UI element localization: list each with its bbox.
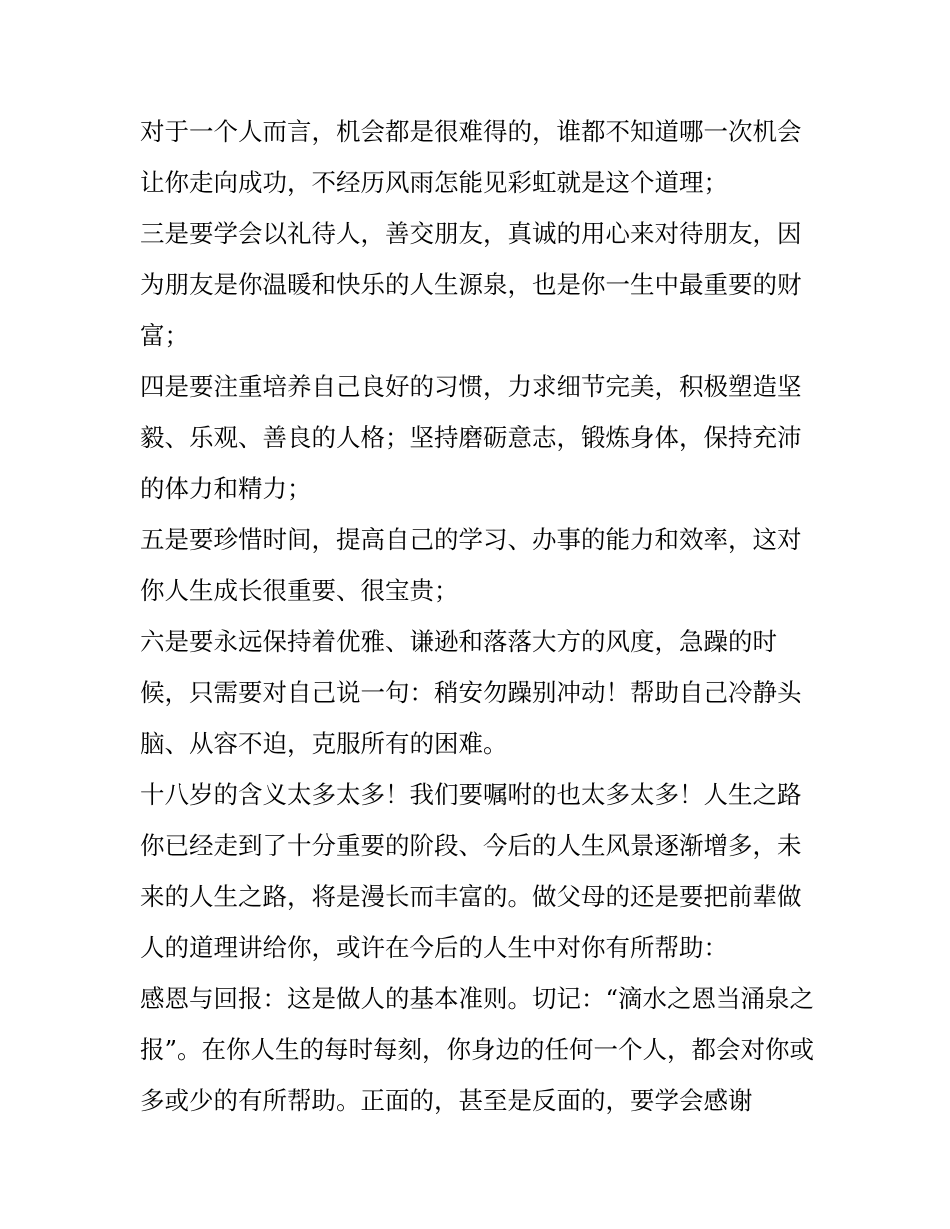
paragraph-3: 四是要注重培养自己良好的习惯，力求细节完美，积极塑造坚毅、乐观、善良的人格；坚持磨砺意志，锻炼身体，保持充沛的体力和精力； (140, 372, 802, 503)
paragraph-5: 六是要永远保持着优雅、谦逊和落落大方的风度，急躁的时候，只需要对自己说一句：稍安勿躁别冲动！帮助自己冷静头脑、从容不迫，克服所有的困难。 (140, 627, 802, 758)
paragraph-2: 三是要学会以礼待人，善交朋友，真诚的用心来对待朋友，因为朋友是你温暖和快乐的人生源泉，也是你一生中最重要的财富； (140, 219, 802, 350)
body-text (140, 106, 820, 1126)
paragraph-4: 五是要珍惜时间，提高自己的学习、办事的能力和效率，这对你人生成长很重要、很宝贵； (140, 525, 802, 605)
paragraph-6: 十八岁的含义太多太多！我们要嘱咐的也太多太多！人生之路你已经走到了十分重要的阶段、今后的人生风景逐渐增多，未来的人生之路，将是漫长而丰富的。做父母的还是要把前辈做人的道理讲给你，或许在今后的人生中对你有所帮助： (140, 780, 802, 962)
paragraph-7: 感恩与回报：这是做人的基本准则。切记：“滴水之恩当涌泉之报”。在你人生的每时每刻，你身边的任何一个人，都会对你或多或少的有所帮助。正面的，甚至是反面的，要学会感谢 (140, 984, 815, 1115)
paragraph-1: 对于一个人而言，机会都是很难得的，谁都不知道哪一次机会让你走向成功，不经历风雨怎能见彩虹就是这个道理； (140, 117, 802, 197)
